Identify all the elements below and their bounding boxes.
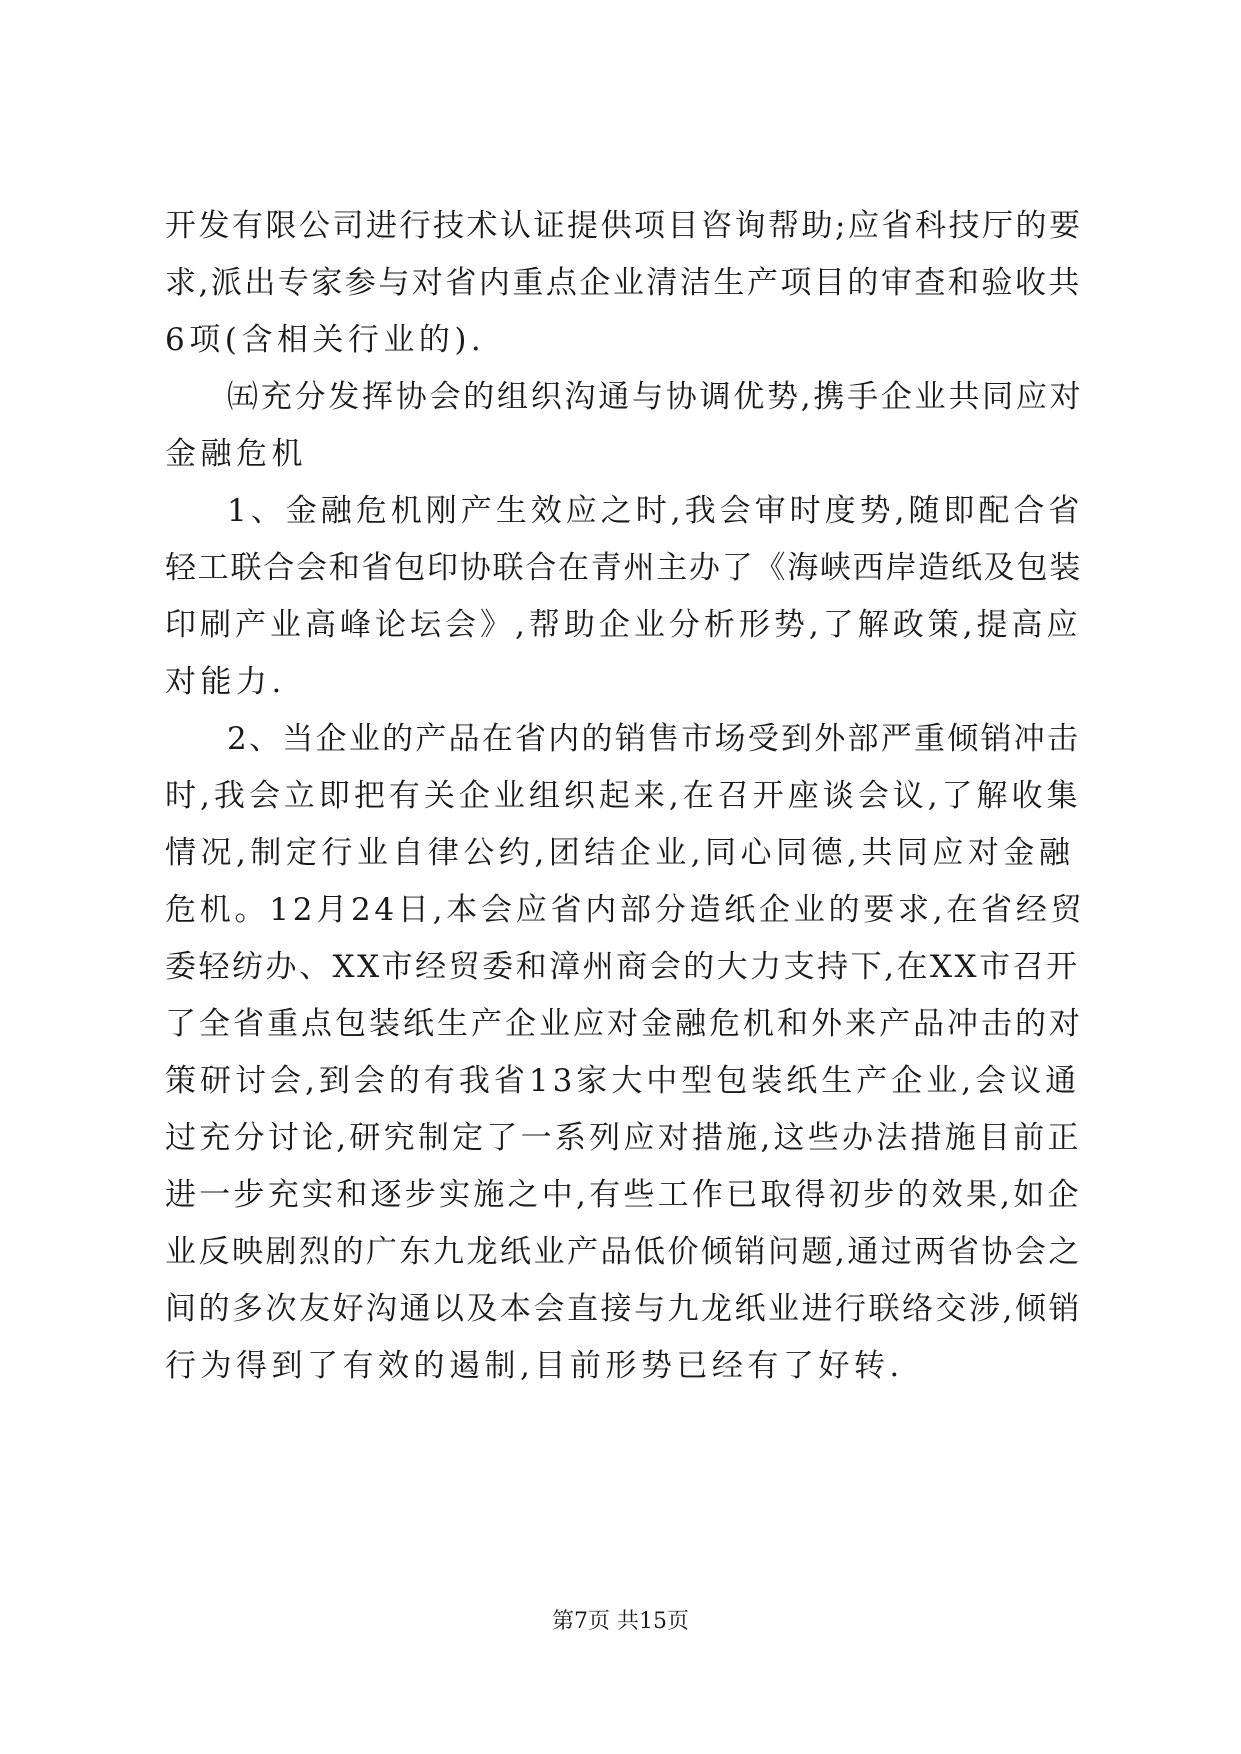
text-line-12: 情况,制定行业自律公约,团结企业,同心同德,共同应对金融 xyxy=(165,835,1075,871)
text-line-11: 时,我会立即把有关企业组织起来,在召开座谈会议,了解收集 xyxy=(165,778,1082,814)
section-heading-line-2: 金融危机 xyxy=(165,436,307,472)
text-line-17: 过充分讨论,研究制定了一系列应对措施,这些办法措施目前正 xyxy=(165,1120,1082,1156)
text-line-14: 委轻纺办、XX市经贸委和漳州商会的大力支持下,在XX市召开 xyxy=(165,949,1080,985)
text-line-2: 求,派出专家参与对省内重点企业清洁生产项目的审查和验收共 xyxy=(165,265,1082,301)
text-line-16: 策研讨会,到会的有我省13家大中型包装纸生产企业,会议通 xyxy=(165,1063,1081,1099)
text-line-6: 1、金融危机刚产生效应之时,我会审时度势,随即配合省 xyxy=(227,493,1084,529)
text-line-3: 6项(含相关行业的). xyxy=(165,322,486,358)
page-number-footer: 第7页 共15页 xyxy=(552,1609,689,1634)
text-line-7: 轻工联合会和省包印协联合在青州主办了《海峡西岸造纸及包装 xyxy=(165,550,1082,586)
text-line-1: 开发有限公司进行技术认证提供项目咨询帮助;应省科技厅的要 xyxy=(165,208,1083,244)
text-line-18: 进一步充实和逐步实施之中,有些工作已取得初步的效果,如企 xyxy=(165,1177,1082,1213)
text-line-9: 对能力. xyxy=(165,664,286,700)
text-line-21: 行为得到了有效的遏制,目前形势已经有了好转. xyxy=(165,1348,904,1384)
text-line-19: 业反映剧烈的广东九龙纸业产品低价倾销问题,通过两省协会之 xyxy=(165,1234,1082,1270)
text-line-20: 间的多次友好沟通以及本会直接与九龙纸业进行联络交涉,倾销 xyxy=(165,1291,1082,1327)
text-line-10: 2、当企业的产品在省内的销售市场受到外部严重倾销冲击 xyxy=(227,721,1081,757)
section-heading-line-1: ㈤充分发挥协会的组织沟通与协调优势,携手企业共同应对 xyxy=(227,379,1084,415)
text-line-13: 危机。12月24日,本会应省内部分造纸企业的要求,在省经贸 xyxy=(165,892,1086,928)
text-line-15: 了全省重点包装纸生产企业应对金融危机和外来产品冲击的对 xyxy=(165,1006,1083,1042)
text-line-8: 印刷产业高峰论坛会》,帮助企业分析形势,了解政策,提高应 xyxy=(165,607,1082,643)
